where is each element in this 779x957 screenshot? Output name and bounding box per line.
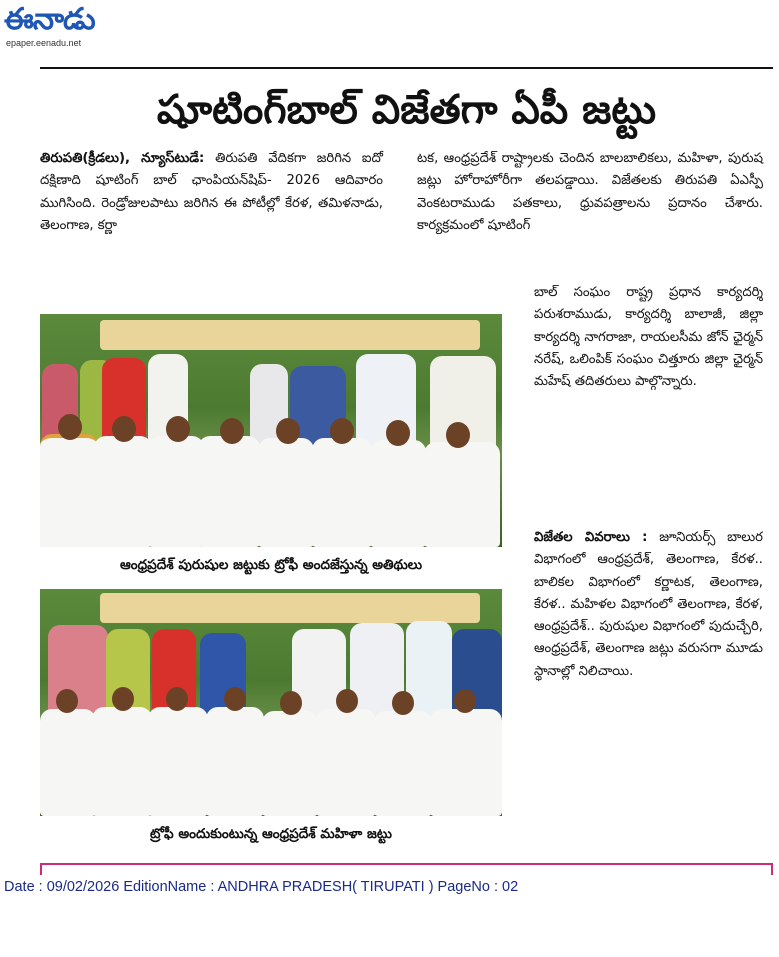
head bbox=[336, 689, 358, 713]
player bbox=[198, 436, 260, 547]
head bbox=[224, 687, 246, 711]
photo-men-team bbox=[40, 314, 502, 547]
winners-heading: విజేతల వివరాలు : bbox=[534, 530, 648, 545]
article-text-1: తిరుపతి వేదికగా జరిగిన ఐదో దక్షిణాది షూటింగ్‌ బాల్‌ ఛాంపియన్‌షిప్‌- 2026 ఆదివారం ముగిసింది. రెండ్రోజులపాటు జరిగిన ఈ పోటీల్లో కేరళ, తమిళనాడు, తెలంగాణ, కర్ణా bbox=[40, 151, 383, 233]
player bbox=[40, 434, 98, 547]
player bbox=[370, 440, 426, 547]
head bbox=[112, 416, 136, 442]
bottom-divider-left-tick bbox=[40, 863, 42, 875]
logo-text: ఈనాడు bbox=[4, 2, 95, 37]
head bbox=[446, 422, 470, 448]
site-url: epaper.eenadu.net bbox=[6, 38, 82, 48]
head bbox=[386, 420, 410, 446]
article-text-3: బాల్‌ సంఘం రాష్ట్ర ప్రధాన కార్యదర్శి పరుశరాముడు, కార్యదర్శి బాలాజీ, జిల్లా కార్యదర్శి నాగరాజా, రాయలసీమ జోన్‌ ఛైర్మన్‌ నరేష్‌, ఒలింపిక్‌ సంఘం చిత్తూరు జిల్లా ఛైర్మన్‌ మహేష్‌ తదితరులు పాల్గొన్నారు. bbox=[534, 285, 763, 390]
player bbox=[312, 438, 372, 547]
dateline: తిరుపతి(క్రీడలు), న్యూస్‌టుడే: bbox=[40, 151, 205, 166]
player bbox=[92, 707, 152, 816]
player bbox=[262, 711, 318, 816]
headline: షూటింగ్‌బాల్‌ విజేతగా ఏపీ జట్టు bbox=[156, 87, 657, 133]
player bbox=[148, 707, 208, 816]
article-text-2: టక, ఆంధ్రప్రదేశ్‌ రాష్ట్రాలకు చెందిన బాలబాలికలు, మహిళా, పురుష జట్లు హోరాహోరీగా తలపడ్డాయి. విజేతలకు తిరుపతి ఏఎస్పీ వెంకటరాముడు పతకాలు, ధ్రువపత్రాలను ప్రదానం చేశారు. కార్యక్రమంలో షూటింగ్‌ bbox=[417, 151, 763, 233]
head bbox=[330, 418, 354, 444]
article-column-1 bbox=[40, 148, 383, 237]
head bbox=[276, 418, 300, 444]
winners-section bbox=[534, 527, 763, 683]
event-banner bbox=[100, 593, 480, 623]
bottom-divider bbox=[40, 863, 773, 865]
player bbox=[258, 438, 314, 547]
head bbox=[112, 687, 134, 711]
player bbox=[430, 709, 502, 816]
player bbox=[206, 707, 264, 816]
head bbox=[454, 689, 476, 713]
winners-text: జూనియర్స్‌ బాలుర విభాగంలో ఆంధ్రప్రదేశ్‌, తెలంగాణ, కేరళ.. బాలికల విభాగంలో కర్ణాటక, తెలంగాణ, కేరళ.. మహిళల విభాగంలో తెలంగాణ, కేరళ, ఆంధ్రప్రదేశ్‌.. పురుషుల విభాగంలో పుదుచ్చేరి, ఆంధ్రప్రదేశ్‌, తెలంగాణ జట్లు వరుసగా మూడు స్థానాల్లో నిలిచాయి. bbox=[534, 530, 764, 679]
bottom-divider-right-tick bbox=[771, 863, 773, 875]
player bbox=[424, 442, 500, 547]
player bbox=[316, 709, 376, 816]
top-divider bbox=[40, 67, 773, 69]
article-column-2 bbox=[417, 148, 763, 237]
head bbox=[220, 418, 244, 444]
head bbox=[392, 691, 414, 715]
player bbox=[40, 709, 96, 816]
head bbox=[166, 416, 190, 442]
eenadu-logo bbox=[4, 2, 134, 50]
event-banner bbox=[100, 320, 480, 350]
player bbox=[374, 711, 432, 816]
article-column-3 bbox=[534, 282, 763, 393]
photo-caption-1: ఆంధ్రప్రదేశ్‌ పురుషుల జట్టుకు ట్రోఫీ అందజేస్తున్న అతిథులు bbox=[120, 557, 422, 573]
head bbox=[166, 687, 188, 711]
player bbox=[94, 436, 152, 547]
photo-caption-2: ట్రోఫీ అందుకుంటున్న ఆంధ్రప్రదేశ్‌ మహిళా జట్టు bbox=[150, 826, 392, 842]
player bbox=[148, 436, 204, 547]
head bbox=[56, 689, 78, 713]
head bbox=[58, 414, 82, 440]
head bbox=[280, 691, 302, 715]
edition-footer: Date : 09/02/2026 EditionName : ANDHRA PRADESH( TIRUPATI ) PageNo : 02 bbox=[4, 879, 519, 895]
photo-women-team bbox=[40, 589, 502, 816]
